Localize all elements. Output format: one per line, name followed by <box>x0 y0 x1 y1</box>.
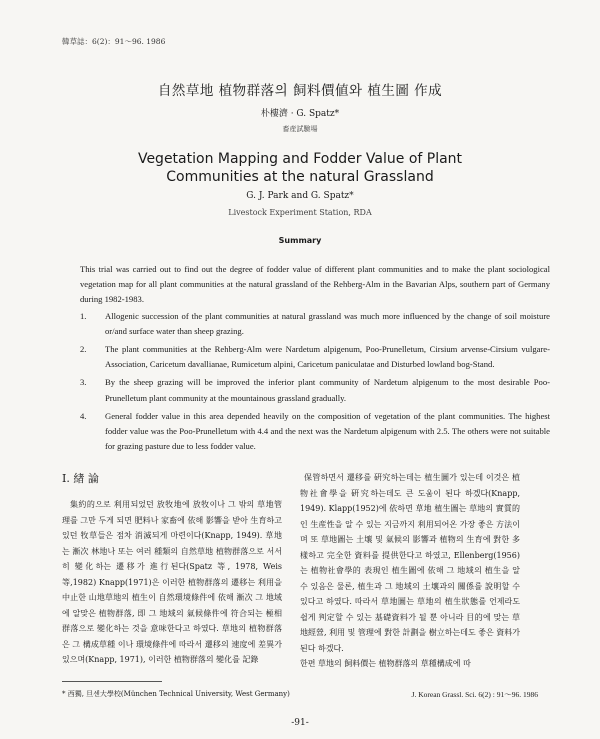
english-authors: G. J. Park and G. Spatz* <box>246 191 354 201</box>
summary-heading: Summary <box>278 236 322 245</box>
body-column-left: 集約的으로 利用되었던 放牧地에 放牧이나 그 밖의 草地管理를 그만 두게 되면 肥料나 家畜에 依해 影響을 받아 生育하고 있던 牧草들은 점차 消滅되게 마련이다(Knapp, 1949). 草地는 漸次 林地나 또는 여러 種類의 自然草地 植物群落으로 서서히 變化하는 遷移가 進行된다(Spatz 等, 1978, Weis 等,1982) Knapp(1971)은 이러한 植物群落의 遷移는 利用을 中止한 山地草地의 植生이 自然環境條件에 依해 漸次 그 地域에 알맞은 植物群落, 即 그 地域의 氣候條件에 符合되는 極相群落으로 變化하는 것을 意味한다고 하였다. 草地의 植物群落은 그 構成草種 이나 環境條件에 따라서 遷移의 速度에 差異가 있으며(Knapp, 1971), 이러한 植物群落의 變化를 記錄 <box>62 500 282 664</box>
english-affiliation: Livestock Experiment Station, RDA <box>228 208 372 217</box>
summary-item-number: 1. <box>80 310 87 321</box>
page-number: -91- <box>291 718 309 728</box>
footnote-rule <box>62 681 162 682</box>
body-column-right: 保管하면서 遷移를 硏究하는데는 植生圖가 있는데 이것은 植物社會學을 硏究하는데도 큰 도움이 된다 하겠다(Knapp, 1949). Klapp(1952)에 依하면 草地 植生圖는 草地의 實質的인 生産性을 알 수 있는 지금까지 利用되어온 가장 좋은 方法이며 또 草地圖는 土壤 및 氣候의 影響과 植物의 生育에 對한 多樣하고 完全한 資料를 提供한다고 하였고, Ellenberg(1956)는 植物社會學的 表現인 植生圖에 依해 그 地域의 植生을 알 수 있음은 물론, 植生과 그 地域의 土壤과의 關係를 說明할 수 있다고 하였다. 따라서 草地圖는 草地의 植生狀態를 언제라도 쉽게 判定할 수 있는 基礎資料가 될 뿐 아니라 目的에 맞는 草地經營, 利用 및 管理에 對한 計劃을 樹立하는데도 좋은 資料가 된다 하겠다. 한편 草地의 飼料價는 植物群落의 草種構成에 따 <box>300 473 520 668</box>
korean-title: 自然草地 植物群落의 飼料價値와 植生圖 作成 <box>157 83 443 99</box>
summary-item <box>80 409 550 455</box>
section-heading-introduction: Ⅰ. 緖 論 <box>62 472 99 485</box>
footnote: * 西獨, 旦센大學校(München Technical University, West Germany) <box>62 690 290 698</box>
summary-list <box>80 309 550 455</box>
summary-item-text: Allogenic succession of the plant communities at natural grassland was much more influenced by the change of soil moisture or/and surface water than sheep grazing. <box>105 310 550 336</box>
summary-item <box>80 342 550 372</box>
summary-item-number: 4. <box>80 410 87 421</box>
korean-affiliation: 畜産試驗場 <box>282 125 318 133</box>
journal-citation-footer: J. Korean Grassl. Sci. 6(2) : 91～96. 1986 <box>411 690 538 699</box>
korean-authors: 朴樓濟 · G. Spatz* <box>260 109 340 119</box>
english-title-line-2: Communities at the natural Grassland <box>166 169 434 185</box>
summary-body <box>80 262 550 457</box>
summary-item-text: The plant communities at the Rehberg-Alm were Nardetum alpigenum, Poo-Prunelletum, Cirsium arvense-Cirsium vulgare-Association, Caricetum davallianae, Rumicetum alpini, Caricetum paniculatae and Disturbed lowland bog-Stand. <box>105 344 550 370</box>
english-title <box>0 150 600 186</box>
journal-reference: 韓草誌：6(2)：91～96. 1986 <box>62 37 166 46</box>
summary-item <box>80 309 550 339</box>
summary-item-number: 3. <box>80 377 87 388</box>
summary-item-text: By the sheep grazing will be improved the inferior plant community of Nardetum alpigenum to the most desirable Poo-Prunelletum plant community at the mountainous grassland gradually. <box>105 377 550 403</box>
summary-item-number: 2. <box>80 344 87 355</box>
english-title-line-1: Vegetation Mapping and Fodder Value of Plant <box>137 151 463 167</box>
summary-intro: This trial was carried out to find out the degree of fodder value of different plant communities and to make the plant sociological vegetation map for all plant communities at the natural grassland of the Rehberg-Alm in the Bavarian Alps, southern part of Germany during 1982-1983. <box>80 264 550 305</box>
summary-item <box>80 375 550 405</box>
summary-item-text: General fodder value in this area depended heavily on the composition of vegetation of the plant communities. The highest fodder value was the Poo-Prunelletum with 4.4 and the next was the Nardetum alpigenum with 2.5. The others were not suitable for grazing pasture due to less fodder value. <box>105 410 550 452</box>
